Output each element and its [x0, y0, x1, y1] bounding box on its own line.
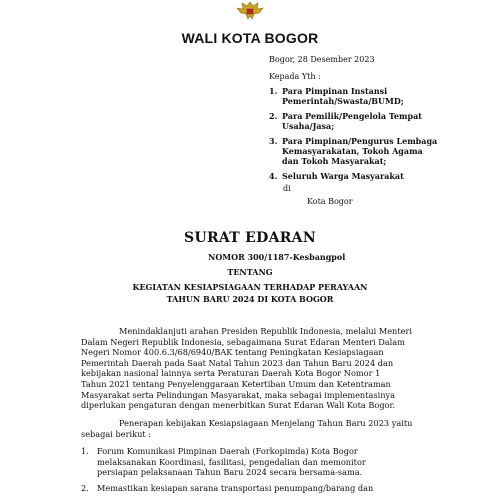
paragraph-line: Pemerintah Daerah pada Saat Natal Tahun 2023 dan Tahun Baru 2024 dan	[81, 357, 394, 368]
paragraph-line: Tahun 2021 tentang Penyelenggaraan Ketertiban Umum dan Ketentraman	[81, 378, 391, 389]
paragraph-line: sebagai berikut :	[81, 428, 152, 439]
recipient-item	[269, 86, 404, 106]
recipient-line: Usaha/Jasa;	[282, 121, 335, 131]
recipient-item	[269, 136, 437, 166]
recipient-number: 2.	[269, 111, 278, 121]
list-item-line: Forum Komunikasi Pimpinan Daerah (Forkopimda) Kota Bogor	[97, 446, 358, 456]
recipient-line: dan Tokoh Masyarakat;	[282, 156, 387, 166]
document-title: SURAT EDARAN	[184, 230, 316, 246]
recipient-line: Kemasyarakatan, Tokoh Agama	[282, 146, 423, 156]
mayor-title: WALI KOTA BOGOR	[181, 30, 319, 46]
paragraph-line: kebijakan nasional lainnya serta Peraturan Daerah Kota Bogor Nomor 1	[81, 368, 381, 379]
recipient-line: Seluruh Warga Masyarakat	[282, 171, 404, 181]
di-label: di	[283, 184, 291, 193]
paragraph-line: Negeri Nomor 400.6.3/68/6940/BAK tentang Peningkatan Kesiapsiagaan	[81, 347, 384, 358]
recipient-line: Para Pemilik/Pengelola Tempat	[282, 111, 422, 121]
garuda-emblem-icon	[233, 0, 267, 20]
list-item-line: persiapan pelaksanaan Tahun Baru 2024 secara bersama-sama.	[97, 467, 363, 478]
paragraph-line: diperlukan pengaturan dengan menerbitkan Surat Edaran Wali Kota Bogor.	[81, 400, 396, 411]
recipient-item	[269, 171, 404, 181]
list-item-line: Memastikan kesiapan sarana transportasi penumpang/barang dan	[97, 483, 374, 493]
paragraph-line: Penerapan kebijakan Kesiapsiagaan Menjelang Tahun Baru 2023 yaitu	[119, 418, 413, 428]
list-item-line: melaksanakan Koordinasi, fasilitasi, pengedalian dan memonitor	[97, 456, 366, 467]
city-label: Kota Bogor	[307, 197, 353, 206]
list-item-number: 2.	[81, 483, 89, 493]
body-paragraph-2	[81, 418, 481, 439]
list-item	[81, 446, 481, 478]
list-item	[81, 483, 481, 494]
tentang-label: TENTANG	[227, 267, 273, 277]
recipient-item	[269, 111, 422, 131]
recipient-line: Para Pimpinan Instansi	[282, 86, 388, 96]
paragraph-line: Masyarakat serta Pelindungan Masyarakat, maka sebagai implementasinya	[81, 389, 395, 400]
recipient-number: 1.	[269, 86, 278, 96]
body-paragraph-1	[81, 326, 481, 411]
subject-line: TAHUN BARU 2024 DI KOTA BOGOR	[166, 294, 334, 304]
paragraph-line: Menindaklanjuti arahan Presiden Republik Indonesia, melalui Menteri	[119, 326, 412, 336]
document-number: NOMOR 300/1187-Kesbangpol	[208, 252, 346, 262]
list-item-number: 1.	[81, 446, 89, 456]
recipient-line: Para Pimpinan/Pengurus Lembaga	[282, 136, 438, 146]
recipient-line: Pemerintah/Swasta/BUMD;	[282, 96, 404, 106]
recipient-number: 3.	[269, 136, 278, 146]
to-label: Kepada Yth :	[269, 72, 321, 81]
paragraph-line: Dalam Negeri Republik Indonesia, sebagaimana Surat Edaran Menteri Dalam	[81, 336, 405, 347]
recipient-number: 4.	[269, 171, 278, 181]
place-date: Bogor, 28 Desember 2023	[269, 55, 375, 64]
subject-line: KEGIATAN KESIAPSIAGAAN TERHADAP PERAYAAN	[132, 282, 368, 292]
